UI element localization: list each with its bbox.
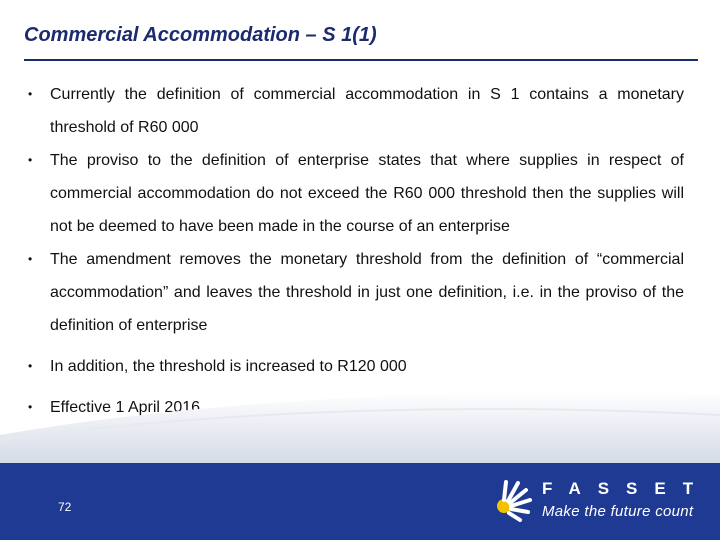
logo-wordmark: FASSET — [542, 479, 711, 498]
bullet-icon: • — [28, 87, 33, 101]
bullet-item — [24, 243, 684, 342]
bullet-item — [24, 144, 684, 243]
bullet-text: Effective 1 April 2016 — [50, 399, 201, 416]
bullet-icon: • — [28, 153, 33, 167]
bullet-list — [24, 78, 684, 424]
footer-bar — [0, 463, 720, 540]
bullet-text: Currently the definition of commercial accommodation in S 1 contains a monetary threshold of R60 000 — [50, 86, 684, 136]
decorative-wave — [0, 380, 720, 465]
bullet-text: The proviso to the definition of enterprise states that where supplies in respect of commercial accommodation do not exceed the R60 000 threshold then the supplies will not be deemed to have been made in the course of an enterprise — [50, 152, 684, 235]
bullet-icon: • — [28, 252, 33, 266]
logo-tagline: Make the future count — [542, 503, 694, 520]
bullet-text: In addition, the threshold is increased to R120 000 — [50, 358, 407, 375]
slide-title: Commercial Accommodation – S 1(1) — [24, 24, 377, 46]
bullet-text: The amendment removes the monetary threshold from the definition of “commercial accommodation” and leaves the threshold in just one definition, i.e. in the proviso of the definition of enterprise — [50, 251, 684, 334]
title-underline — [24, 59, 698, 61]
bullet-icon: • — [28, 359, 33, 373]
bullet-item — [24, 350, 684, 383]
page-number: 72 — [58, 500, 72, 514]
bullet-item — [24, 78, 684, 144]
bullet-icon: • — [28, 400, 33, 414]
fasset-logo-icon — [490, 478, 536, 524]
